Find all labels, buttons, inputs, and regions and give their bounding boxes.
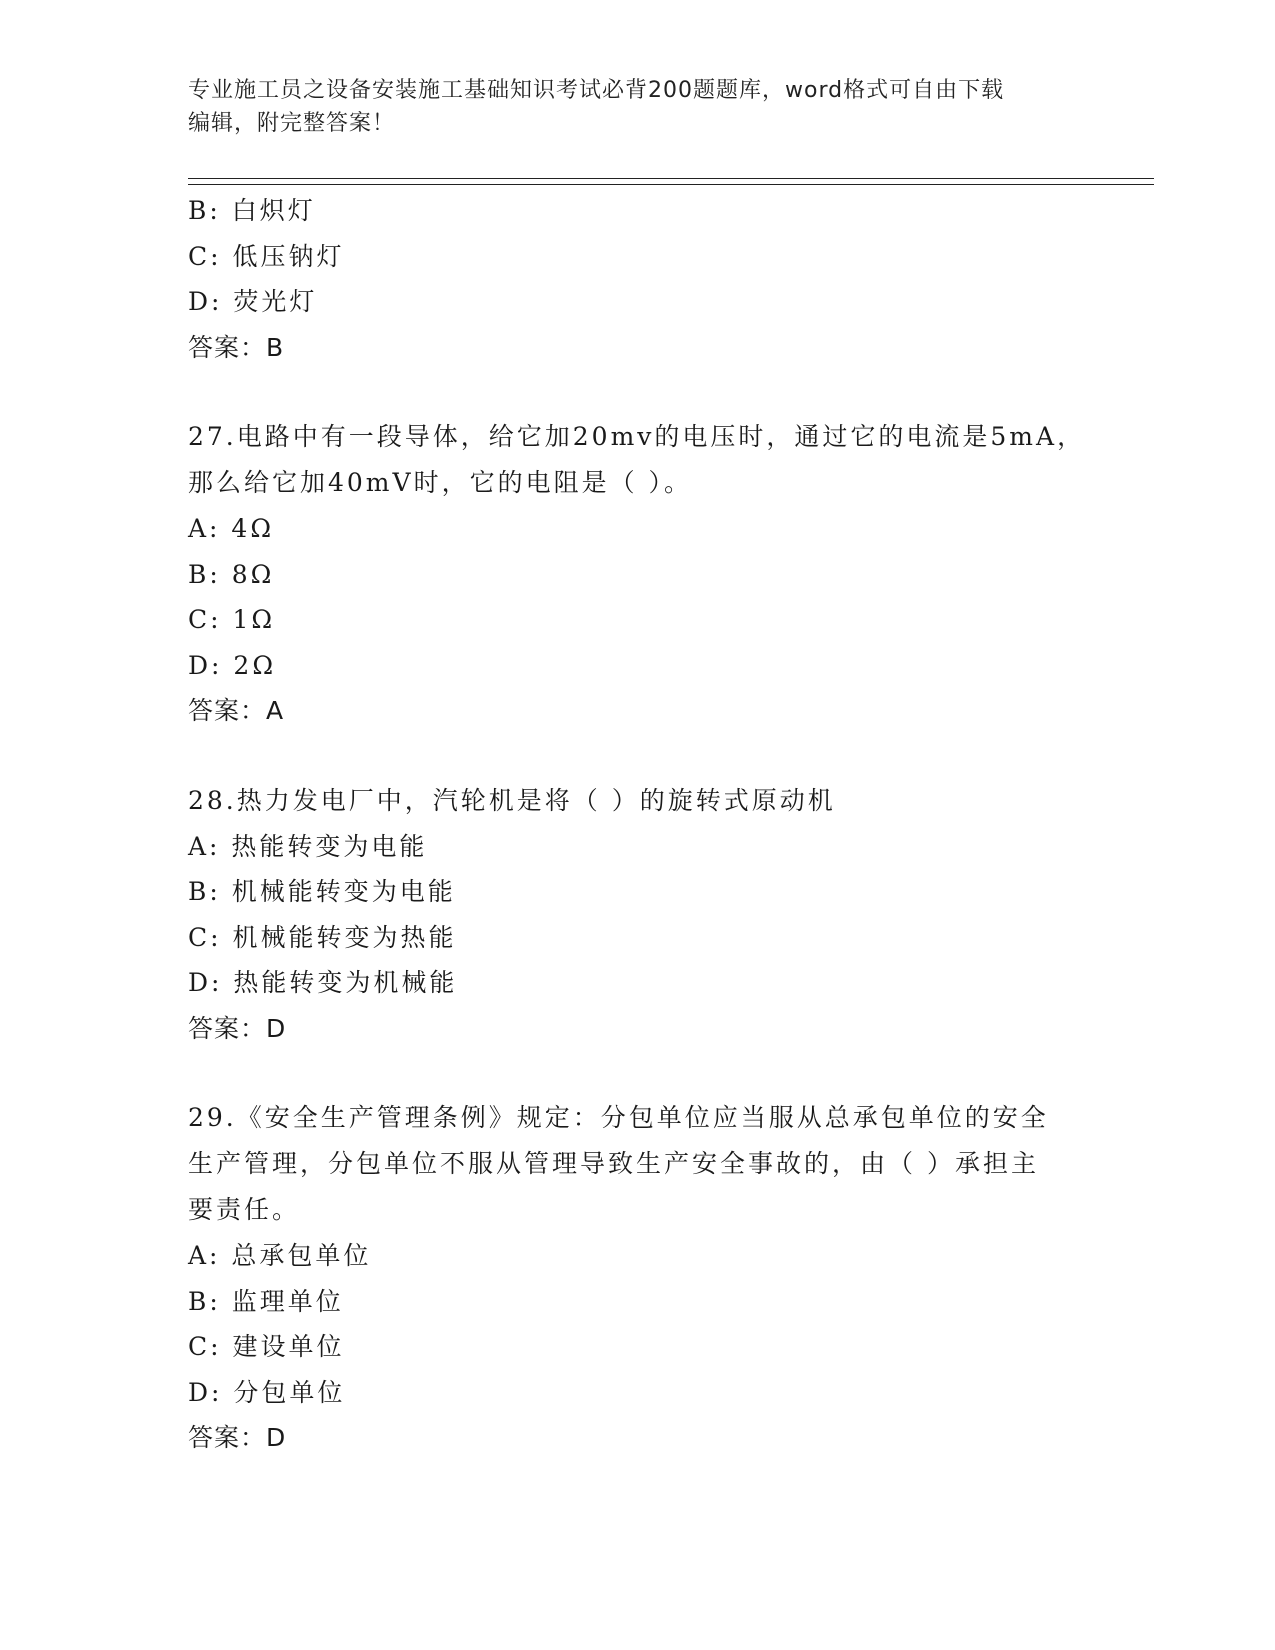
option-a: A: 热能转变为电能 [188, 831, 428, 861]
option-c: C: 1Ω [188, 605, 276, 634]
option-d: D: 分包单位 [188, 1377, 346, 1407]
question-stem-line: 要责任。 [188, 1195, 301, 1224]
answer-line: 答案：D [188, 1423, 287, 1452]
option-a: A: 4Ω [188, 514, 275, 543]
spacer [188, 734, 1088, 778]
option-b: B: 机械能转变为电能 [188, 877, 456, 906]
option-d: D: 热能转变为机械能 [188, 968, 458, 997]
option-d: D: 2Ω [188, 650, 277, 680]
option-b: B: 白炽灯 [188, 196, 316, 225]
question-stem-line: 生产管理，分包单位不服从管理导致生产安全事故的，由（ ）承担主 [188, 1149, 1039, 1178]
option-b: B: 8Ω [188, 559, 275, 589]
option-c: C: 建设单位 [188, 1332, 345, 1361]
question-block-prev [188, 188, 1088, 370]
spacer [188, 1051, 1088, 1095]
answer-line: 答案：D [188, 1013, 287, 1043]
spacer [188, 370, 1088, 414]
option-c: C: 低压钠灯 [188, 241, 345, 271]
question-stem-line: 28.热力发电厂中，汽轮机是将（ ）的旋转式原动机 [188, 785, 836, 815]
option-b: B: 监理单位 [188, 1286, 344, 1316]
header-line-2: 编辑，附完整答案！ [188, 111, 396, 136]
question-block-27 [188, 414, 1088, 734]
option-a: A: 总承包单位 [188, 1241, 372, 1270]
question-block-28 [188, 778, 1088, 1052]
header-double-rule [188, 178, 1154, 185]
question-block-29 [188, 1095, 1088, 1461]
option-c: C: 机械能转变为热能 [188, 922, 457, 952]
question-stem-line: 27.电路中有一段导体，给它加20mv的电压时，通过它的电流是5mA， [188, 422, 1086, 451]
answer-line: 答案：B [188, 332, 285, 362]
question-stem-line: 那么给它加40mV时，它的电阻是（ ）。 [188, 468, 693, 497]
header-line-1: 专业施工员之设备安装施工基础知识考试必背200题题库，word格式可自由下载 [188, 78, 1005, 103]
answer-line: 答案：A [188, 696, 285, 725]
document-header [188, 74, 1088, 140]
option-d: D: 荧光灯 [188, 287, 318, 316]
document-body [188, 188, 1088, 1461]
question-stem-line: 29.《安全生产管理条例》规定：分包单位应当服从总承包单位的安全 [188, 1103, 1049, 1132]
